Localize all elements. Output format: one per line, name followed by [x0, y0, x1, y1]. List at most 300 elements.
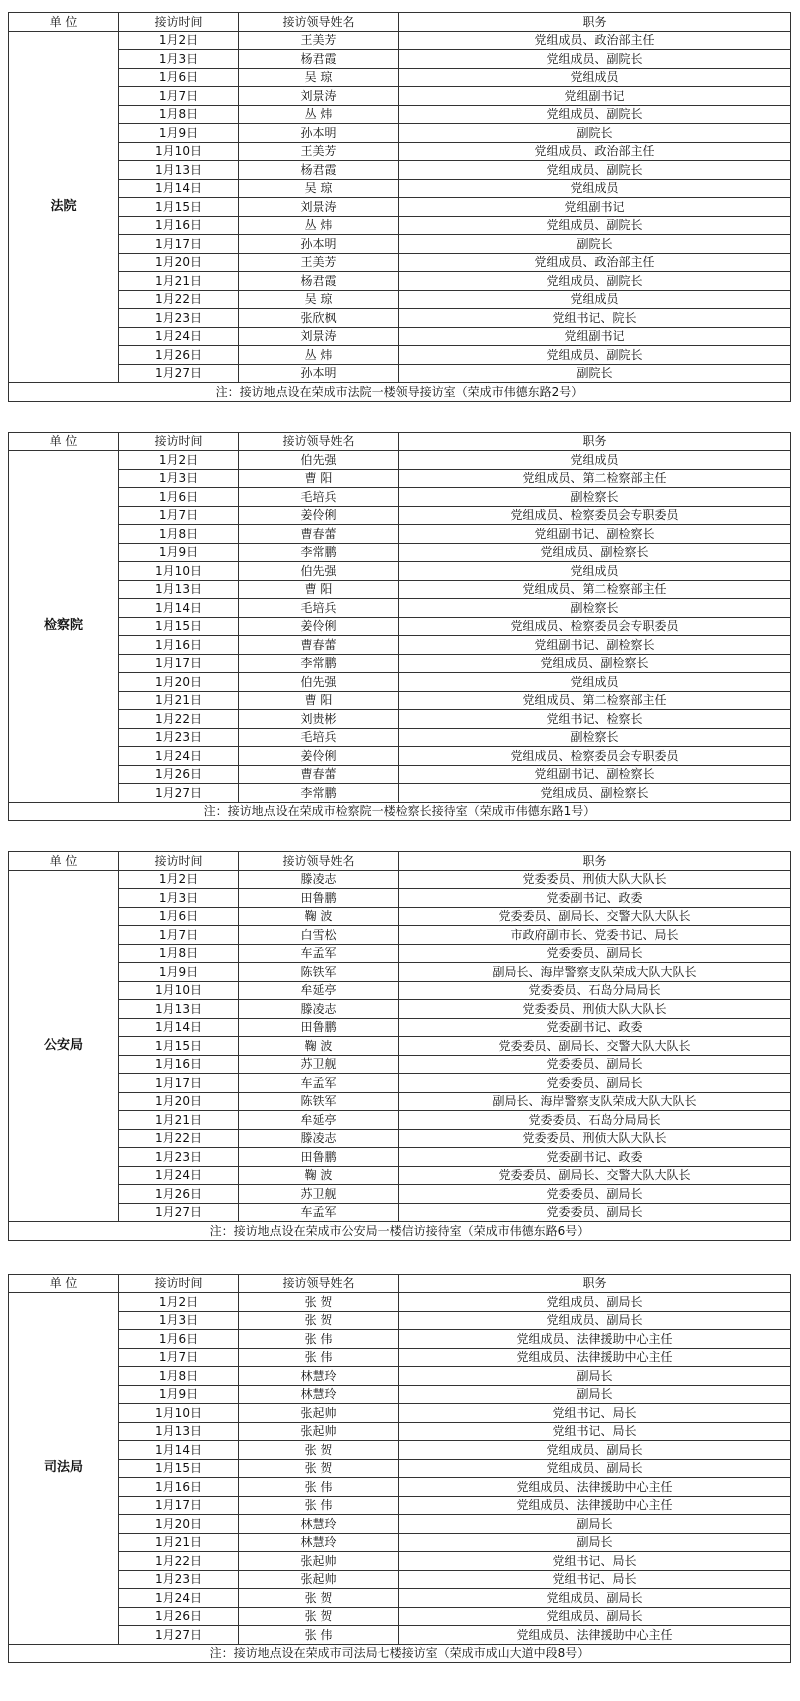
leader-name-cell: 杨君霞: [239, 161, 399, 180]
leader-name-cell: 孙本明: [239, 364, 399, 383]
date-cell: 1月6日: [119, 907, 239, 926]
leader-name-cell: 白雪松: [239, 926, 399, 945]
date-cell: 1月15日: [119, 1459, 239, 1478]
title-cell: 党组成员、政治部主任: [399, 31, 791, 50]
title-cell: 党组书记、局长: [399, 1422, 791, 1441]
date-cell: 1月14日: [119, 599, 239, 618]
date-cell: 1月24日: [119, 1589, 239, 1608]
leader-name-cell: 牟延亭: [239, 981, 399, 1000]
date-cell: 1月22日: [119, 290, 239, 309]
table-row: [9, 488, 791, 507]
date-cell: 1月3日: [119, 469, 239, 488]
table-row: [9, 599, 791, 618]
table-row: [9, 1385, 791, 1404]
table-row: [9, 889, 791, 908]
column-header-date: 接访时间: [119, 13, 239, 32]
title-cell: 党组成员、法律援助中心主任: [399, 1478, 791, 1497]
unit-name: 检察院: [9, 451, 119, 803]
date-cell: 1月6日: [119, 1330, 239, 1349]
table-row: [9, 1166, 791, 1185]
table-row: [9, 179, 791, 198]
table-row: [9, 272, 791, 291]
date-cell: 1月26日: [119, 765, 239, 784]
leader-name-cell: 张 贺: [239, 1607, 399, 1626]
title-cell: 党委委员、副局长: [399, 944, 791, 963]
leader-name-cell: 林慧玲: [239, 1367, 399, 1386]
table-row: [9, 907, 791, 926]
table-row: [9, 364, 791, 383]
table-row: [9, 1515, 791, 1534]
leader-name-cell: 王美芳: [239, 142, 399, 161]
leader-name-cell: 伯先强: [239, 673, 399, 692]
title-cell: 党组成员、法律援助中心主任: [399, 1348, 791, 1367]
table-row: [9, 253, 791, 272]
date-cell: 1月14日: [119, 1441, 239, 1460]
location-note: 注：接访地点设在荣成市司法局七楼接访室（荣成市成山大道中段8号）: [9, 1644, 791, 1663]
date-cell: 1月13日: [119, 161, 239, 180]
leader-name-cell: 王美芳: [239, 253, 399, 272]
title-cell: 党组书记、局长: [399, 1552, 791, 1571]
title-cell: 副局长: [399, 1533, 791, 1552]
table-row: [9, 31, 791, 50]
table-row: [9, 691, 791, 710]
title-cell: 党组书记、检察长: [399, 710, 791, 729]
date-cell: 1月16日: [119, 636, 239, 655]
title-cell: 党组成员、副院长: [399, 272, 791, 291]
leader-name-cell: 鞠 波: [239, 907, 399, 926]
section-spacer: [0, 821, 800, 851]
leader-name-cell: 吴 琼: [239, 68, 399, 87]
title-cell: 党组成员、副检察长: [399, 784, 791, 803]
leader-name-cell: 杨君霞: [239, 272, 399, 291]
title-cell: 党组成员、副局长: [399, 1589, 791, 1608]
date-cell: 1月13日: [119, 1000, 239, 1019]
leader-name-cell: 刘景涛: [239, 327, 399, 346]
title-cell: 党组成员、法律援助中心主任: [399, 1626, 791, 1645]
table-row: [9, 506, 791, 525]
column-header-title: 职务: [399, 432, 791, 451]
table-row: [9, 1422, 791, 1441]
leader-name-cell: 杨君霞: [239, 50, 399, 69]
leader-name-cell: 张 贺: [239, 1441, 399, 1460]
date-cell: 1月22日: [119, 710, 239, 729]
table-row: [9, 1496, 791, 1515]
table-row: [9, 543, 791, 562]
title-cell: 党组成员、第二检察部主任: [399, 469, 791, 488]
title-cell: 党组副书记、副检察长: [399, 636, 791, 655]
title-cell: 副局长: [399, 1367, 791, 1386]
leader-name-cell: 滕凌志: [239, 1129, 399, 1148]
table-row: [9, 1074, 791, 1093]
table-row: [9, 198, 791, 217]
table-row: [9, 1533, 791, 1552]
title-cell: 副院长: [399, 364, 791, 383]
schedule-table: [8, 1274, 791, 1664]
title-cell: 党组成员: [399, 179, 791, 198]
title-cell: 党委委员、副局长: [399, 1055, 791, 1074]
title-cell: 党组成员: [399, 451, 791, 470]
date-cell: 1月23日: [119, 1570, 239, 1589]
leader-name-cell: 李常鹏: [239, 784, 399, 803]
table-row: [9, 1478, 791, 1497]
date-cell: 1月27日: [119, 1203, 239, 1222]
date-cell: 1月17日: [119, 1074, 239, 1093]
leader-name-cell: 毛培兵: [239, 488, 399, 507]
table-row: [9, 981, 791, 1000]
table-row: [9, 765, 791, 784]
leader-name-cell: 曹 阳: [239, 469, 399, 488]
date-cell: 1月2日: [119, 451, 239, 470]
leader-name-cell: 张 贺: [239, 1311, 399, 1330]
date-cell: 1月17日: [119, 235, 239, 254]
note-row: [9, 383, 791, 402]
leader-name-cell: 车孟军: [239, 1074, 399, 1093]
unit-name: 公安局: [9, 870, 119, 1222]
table-row: [9, 963, 791, 982]
column-header-unit: 单 位: [9, 1274, 119, 1293]
date-cell: 1月16日: [119, 1055, 239, 1074]
leader-name-cell: 姜伶俐: [239, 506, 399, 525]
unit-name: 司法局: [9, 1293, 119, 1645]
date-cell: 1月20日: [119, 1092, 239, 1111]
date-cell: 1月10日: [119, 1404, 239, 1423]
column-header-leader: 接访领导姓名: [239, 852, 399, 871]
title-cell: 党组成员、副局长: [399, 1441, 791, 1460]
leader-name-cell: 李常鹏: [239, 654, 399, 673]
date-cell: 1月16日: [119, 1478, 239, 1497]
title-cell: 副检察长: [399, 599, 791, 618]
leader-name-cell: 曹 阳: [239, 691, 399, 710]
title-cell: 党组成员、副院长: [399, 216, 791, 235]
table-row: [9, 673, 791, 692]
schedule-table: [8, 432, 791, 822]
column-header-title: 职务: [399, 13, 791, 32]
title-cell: 党组成员、法律援助中心主任: [399, 1496, 791, 1515]
title-cell: 党委委员、石岛分局局长: [399, 1111, 791, 1130]
date-cell: 1月17日: [119, 654, 239, 673]
date-cell: 1月8日: [119, 1367, 239, 1386]
leader-name-cell: 田鲁鹏: [239, 889, 399, 908]
title-cell: 党组成员、第二检察部主任: [399, 691, 791, 710]
location-note: 注：接访地点设在荣成市检察院一楼检察长接待室（荣成市伟德东路1号）: [9, 802, 791, 821]
table-row: [9, 1203, 791, 1222]
leader-name-cell: 毛培兵: [239, 599, 399, 618]
date-cell: 1月15日: [119, 198, 239, 217]
column-header-leader: 接访领导姓名: [239, 13, 399, 32]
table-row: [9, 1185, 791, 1204]
table-row: [9, 1367, 791, 1386]
table-row: [9, 710, 791, 729]
date-cell: 1月20日: [119, 1515, 239, 1534]
date-cell: 1月13日: [119, 580, 239, 599]
header-row: [9, 13, 791, 32]
date-cell: 1月23日: [119, 1148, 239, 1167]
date-cell: 1月20日: [119, 253, 239, 272]
table-row: [9, 68, 791, 87]
title-cell: 党组成员、副局长: [399, 1459, 791, 1478]
date-cell: 1月7日: [119, 926, 239, 945]
leader-name-cell: 丛 炜: [239, 105, 399, 124]
table-row: [9, 1293, 791, 1312]
table-row: [9, 142, 791, 161]
leader-name-cell: 张 伟: [239, 1478, 399, 1497]
date-cell: 1月21日: [119, 1111, 239, 1130]
table-row: [9, 747, 791, 766]
table-row: [9, 784, 791, 803]
title-cell: 党委委员、刑侦大队大队长: [399, 870, 791, 889]
date-cell: 1月24日: [119, 327, 239, 346]
title-cell: 党组书记、局长: [399, 1404, 791, 1423]
table-row: [9, 1018, 791, 1037]
title-cell: 党组书记、局长: [399, 1570, 791, 1589]
leader-name-cell: 刘贵彬: [239, 710, 399, 729]
title-cell: 党组成员、副检察长: [399, 654, 791, 673]
leader-name-cell: 王美芳: [239, 31, 399, 50]
leader-name-cell: 曹 阳: [239, 580, 399, 599]
title-cell: 党组副书记、副检察长: [399, 525, 791, 544]
table-row: [9, 327, 791, 346]
table-row: [9, 1129, 791, 1148]
leader-name-cell: 张起帅: [239, 1404, 399, 1423]
date-cell: 1月26日: [119, 1607, 239, 1626]
schedule-section: [8, 432, 790, 822]
title-cell: 市政府副市长、党委书记、局长: [399, 926, 791, 945]
title-cell: 党组副书记: [399, 198, 791, 217]
leader-name-cell: 张欣枫: [239, 309, 399, 328]
title-cell: 党委委员、副局长、交警大队大队长: [399, 907, 791, 926]
leader-name-cell: 张 贺: [239, 1589, 399, 1608]
leader-name-cell: 张 伟: [239, 1330, 399, 1349]
table-row: [9, 309, 791, 328]
leader-name-cell: 张 贺: [239, 1293, 399, 1312]
date-cell: 1月3日: [119, 889, 239, 908]
title-cell: 党组成员: [399, 68, 791, 87]
title-cell: 党组成员、检察委员会专职委员: [399, 747, 791, 766]
title-cell: 党组成员、副院长: [399, 50, 791, 69]
date-cell: 1月3日: [119, 50, 239, 69]
table-row: [9, 124, 791, 143]
table-row: [9, 654, 791, 673]
title-cell: 党委委员、副局长、交警大队大队长: [399, 1037, 791, 1056]
title-cell: 副局长、海岸警察支队荣成大队大队长: [399, 963, 791, 982]
table-row: [9, 1311, 791, 1330]
table-row: [9, 525, 791, 544]
leader-name-cell: 田鲁鹏: [239, 1018, 399, 1037]
table-row: [9, 87, 791, 106]
date-cell: 1月26日: [119, 346, 239, 365]
title-cell: 党委委员、副局长、交警大队大队长: [399, 1166, 791, 1185]
date-cell: 1月17日: [119, 1496, 239, 1515]
title-cell: 党组成员、政治部主任: [399, 253, 791, 272]
title-cell: 党委委员、刑侦大队大队长: [399, 1129, 791, 1148]
table-row: [9, 1589, 791, 1608]
date-cell: 1月9日: [119, 543, 239, 562]
leader-name-cell: 滕凌志: [239, 1000, 399, 1019]
date-cell: 1月2日: [119, 31, 239, 50]
leader-name-cell: 曹春蕾: [239, 636, 399, 655]
title-cell: 党委副书记、政委: [399, 1148, 791, 1167]
title-cell: 党委委员、副局长: [399, 1203, 791, 1222]
date-cell: 1月21日: [119, 691, 239, 710]
date-cell: 1月14日: [119, 179, 239, 198]
date-cell: 1月6日: [119, 488, 239, 507]
table-row: [9, 1148, 791, 1167]
date-cell: 1月7日: [119, 506, 239, 525]
column-header-unit: 单 位: [9, 432, 119, 451]
location-note: 注：接访地点设在荣成市公安局一楼信访接待室（荣成市伟德东路6号）: [9, 1222, 791, 1241]
leader-name-cell: 张 贺: [239, 1459, 399, 1478]
column-header-leader: 接访领导姓名: [239, 432, 399, 451]
title-cell: 党组成员、法律援助中心主任: [399, 1330, 791, 1349]
column-header-date: 接访时间: [119, 432, 239, 451]
leader-name-cell: 刘景涛: [239, 87, 399, 106]
table-row: [9, 617, 791, 636]
table-row: [9, 1000, 791, 1019]
date-cell: 1月9日: [119, 124, 239, 143]
column-header-leader: 接访领导姓名: [239, 1274, 399, 1293]
schedule-table: [8, 851, 791, 1241]
table-row: [9, 469, 791, 488]
leader-name-cell: 车孟军: [239, 944, 399, 963]
date-cell: 1月2日: [119, 1293, 239, 1312]
leader-name-cell: 吴 琼: [239, 179, 399, 198]
title-cell: 党组成员、副院长: [399, 105, 791, 124]
title-cell: 党组成员、副局长: [399, 1311, 791, 1330]
title-cell: 党组成员: [399, 290, 791, 309]
date-cell: 1月22日: [119, 1552, 239, 1571]
leader-name-cell: 丛 炜: [239, 346, 399, 365]
column-header-unit: 单 位: [9, 852, 119, 871]
date-cell: 1月9日: [119, 963, 239, 982]
column-header-date: 接访时间: [119, 852, 239, 871]
leader-name-cell: 伯先强: [239, 562, 399, 581]
leader-name-cell: 林慧玲: [239, 1533, 399, 1552]
leader-name-cell: 张 伟: [239, 1496, 399, 1515]
title-cell: 党组成员、副院长: [399, 161, 791, 180]
title-cell: 党组成员、检察委员会专职委员: [399, 617, 791, 636]
table-row: [9, 161, 791, 180]
title-cell: 党组书记、院长: [399, 309, 791, 328]
date-cell: 1月15日: [119, 1037, 239, 1056]
table-row: [9, 50, 791, 69]
leader-name-cell: 陈铁军: [239, 1092, 399, 1111]
leader-name-cell: 牟延亭: [239, 1111, 399, 1130]
table-row: [9, 235, 791, 254]
leader-name-cell: 刘景涛: [239, 198, 399, 217]
leader-name-cell: 伯先强: [239, 451, 399, 470]
table-row: [9, 1459, 791, 1478]
column-header-title: 职务: [399, 1274, 791, 1293]
title-cell: 党组成员: [399, 673, 791, 692]
title-cell: 党组成员、副院长: [399, 346, 791, 365]
title-cell: 副检察长: [399, 488, 791, 507]
title-cell: 党委委员、刑侦大队大队长: [399, 1000, 791, 1019]
date-cell: 1月15日: [119, 617, 239, 636]
leader-name-cell: 林慧玲: [239, 1515, 399, 1534]
date-cell: 1月24日: [119, 1166, 239, 1185]
unit-name: 法院: [9, 31, 119, 383]
table-row: [9, 870, 791, 889]
table-row: [9, 926, 791, 945]
date-cell: 1月27日: [119, 1626, 239, 1645]
table-row: [9, 451, 791, 470]
leader-name-cell: 苏卫舰: [239, 1055, 399, 1074]
table-row: [9, 728, 791, 747]
title-cell: 党委委员、石岛分局局长: [399, 981, 791, 1000]
title-cell: 党组成员: [399, 562, 791, 581]
table-row: [9, 1111, 791, 1130]
title-cell: 副局长: [399, 1385, 791, 1404]
date-cell: 1月27日: [119, 784, 239, 803]
date-cell: 1月14日: [119, 1018, 239, 1037]
schedule-section: [8, 851, 790, 1241]
date-cell: 1月7日: [119, 1348, 239, 1367]
schedule-section: [8, 12, 790, 402]
date-cell: 1月10日: [119, 562, 239, 581]
leader-name-cell: 车孟军: [239, 1203, 399, 1222]
date-cell: 1月24日: [119, 747, 239, 766]
column-header-unit: 单 位: [9, 13, 119, 32]
leader-name-cell: 滕凌志: [239, 870, 399, 889]
table-row: [9, 1092, 791, 1111]
header-row: [9, 1274, 791, 1293]
table-row: [9, 562, 791, 581]
leader-name-cell: 林慧玲: [239, 1385, 399, 1404]
leader-name-cell: 田鲁鹏: [239, 1148, 399, 1167]
date-cell: 1月8日: [119, 944, 239, 963]
title-cell: 党组副书记: [399, 87, 791, 106]
table-row: [9, 1348, 791, 1367]
date-cell: 1月8日: [119, 105, 239, 124]
table-row: [9, 1626, 791, 1645]
title-cell: 副院长: [399, 235, 791, 254]
date-cell: 1月26日: [119, 1185, 239, 1204]
date-cell: 1月20日: [119, 673, 239, 692]
date-cell: 1月7日: [119, 87, 239, 106]
table-row: [9, 290, 791, 309]
note-row: [9, 1644, 791, 1663]
date-cell: 1月16日: [119, 216, 239, 235]
leader-name-cell: 鞠 波: [239, 1037, 399, 1056]
table-row: [9, 1330, 791, 1349]
table-row: [9, 1607, 791, 1626]
note-row: [9, 802, 791, 821]
leader-name-cell: 陈铁军: [239, 963, 399, 982]
title-cell: 党组副书记: [399, 327, 791, 346]
title-cell: 副检察长: [399, 728, 791, 747]
leader-name-cell: 张起帅: [239, 1570, 399, 1589]
title-cell: 党委委员、副局长: [399, 1185, 791, 1204]
title-cell: 党组成员、第二检察部主任: [399, 580, 791, 599]
table-row: [9, 346, 791, 365]
title-cell: 党委委员、副局长: [399, 1074, 791, 1093]
leader-name-cell: 张起帅: [239, 1422, 399, 1441]
date-cell: 1月23日: [119, 728, 239, 747]
date-cell: 1月3日: [119, 1311, 239, 1330]
title-cell: 副局长、海岸警察支队荣成大队大队长: [399, 1092, 791, 1111]
title-cell: 党组成员、检察委员会专职委员: [399, 506, 791, 525]
table-row: [9, 1404, 791, 1423]
section-spacer: [0, 402, 800, 432]
column-header-date: 接访时间: [119, 1274, 239, 1293]
leader-name-cell: 毛培兵: [239, 728, 399, 747]
title-cell: 党组成员、副检察长: [399, 543, 791, 562]
leader-name-cell: 姜伶俐: [239, 747, 399, 766]
header-row: [9, 852, 791, 871]
title-cell: 党组副书记、副检察长: [399, 765, 791, 784]
note-row: [9, 1222, 791, 1241]
leader-name-cell: 姜伶俐: [239, 617, 399, 636]
